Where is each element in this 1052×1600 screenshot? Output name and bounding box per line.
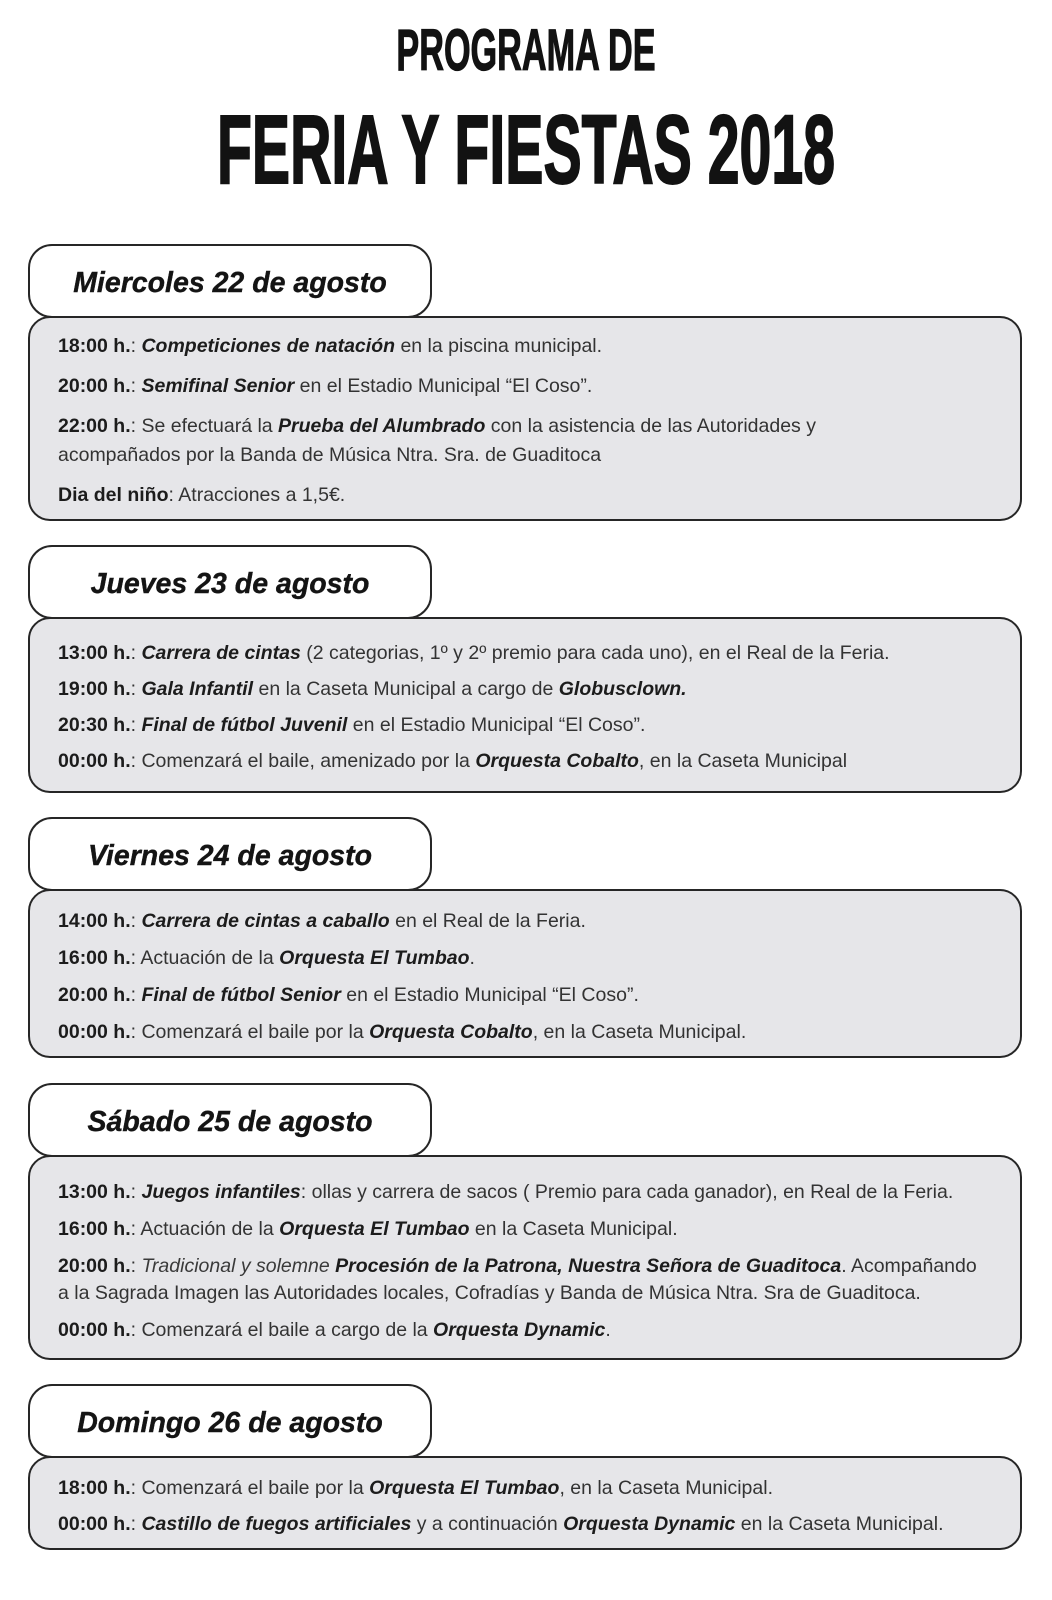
event-text: : Comenzará el baile, amenizado por la [130,750,476,772]
event-line [58,747,1020,776]
event-line [58,1253,1020,1280]
day-heading-tab [28,1083,432,1157]
day-events-box [28,316,1022,521]
event-text: : [130,714,142,736]
event-highlight: Final de fútbol Senior [141,984,341,1006]
event-text: : [130,984,142,1006]
day-events-box [28,889,1022,1058]
event-text: : [130,642,142,664]
event-item [58,481,1020,510]
event-line [58,1018,1020,1047]
event-text: : [130,375,142,397]
event-label: 19:00 h. [58,678,131,700]
event-item [58,944,1020,973]
event-label: Dia del niño [58,484,169,506]
event-item [58,332,1020,361]
event-line [58,412,1020,441]
event-text: . [605,1319,611,1341]
event-text: en la Caseta Municipal. [735,1513,944,1535]
day-heading-tab [28,817,432,891]
event-line [58,332,1020,361]
event-text: en el Estadio Municipal “El Coso”. [347,714,646,736]
event-text: en la Caseta Municipal. [469,1218,678,1240]
event-label: 00:00 h. [58,750,131,772]
event-highlight: Orquesta El Tumbao [279,1218,470,1240]
event-highlight: Orquesta El Tumbao [279,947,470,969]
event-text: , en la Caseta Municipal. [532,1021,747,1043]
event-item [58,981,1020,1010]
event-line [58,711,1020,740]
event-highlight: Prueba del Alumbrado [278,415,486,437]
day-heading: Sábado 25 de agosto [87,1105,373,1138]
event-label: 20:00 h. [58,375,131,397]
event-item [58,1179,1020,1206]
event-text: : [130,1181,142,1203]
event-text: : Se efectuará la [130,415,279,437]
event-highlight: Globusclown. [558,678,687,700]
event-line [58,372,1020,401]
event-text: en la piscina municipal. [395,335,603,357]
day-events-box [28,1155,1022,1360]
event-highlight: Semifinal Senior [141,375,295,397]
event-text: : Comenzará el baile por la [130,1021,370,1043]
event-text: : Atracciones a 1,5€. [168,484,346,506]
day-heading-tab [28,244,432,318]
event-text: : Comenzará el baile a cargo de la [130,1319,434,1341]
event-text: : Actuación de la [130,1218,280,1240]
event-highlight: Orquesta Dynamic [433,1319,606,1341]
event-label: 00:00 h. [58,1513,131,1535]
event-line [58,907,1020,936]
event-item [58,711,1020,740]
day-heading: Domingo 26 de agosto [77,1406,383,1439]
event-highlight: Carrera de cintas a caballo [141,910,390,932]
event-item [58,675,1020,704]
event-text: en la Caseta Municipal a cargo de [253,678,559,700]
event-line [58,1317,1020,1344]
event-line [58,944,1020,973]
event-text: , en la Caseta Municipal. [559,1477,773,1499]
event-line [58,441,1020,470]
event-italic-text: Tradicional y solemne [141,1255,336,1277]
event-highlight: Orquesta Cobalto [475,750,639,772]
event-text: (2 categorias, 1º y 2º premio para cada uno), en el Real de la Feria. [300,642,890,664]
day-heading: Viernes 24 de agosto [87,839,373,872]
event-label: 16:00 h. [58,1218,131,1240]
event-line [58,675,1020,704]
event-item [58,1510,1020,1539]
event-label: 20:00 h. [58,984,131,1006]
event-label: 13:00 h. [58,642,131,664]
event-highlight: Orquesta Cobalto [369,1021,533,1043]
event-text: a la Sagrada Imagen las Autoridades locales, Cofradías y Banda de Música Ntra. Sra de Guaditoca. [58,1282,921,1304]
event-item [58,747,1020,776]
page-title-main [0,101,1052,198]
event-text: . [469,947,475,969]
event-text: : [130,1255,142,1277]
event-line [58,1280,1020,1307]
event-text: : [130,1513,142,1535]
event-label: 14:00 h. [58,910,131,932]
event-item [58,1474,1020,1503]
event-highlight: Carrera de cintas [141,642,301,664]
event-label: 00:00 h. [58,1319,131,1341]
event-line [58,1216,1020,1243]
event-label: 18:00 h. [58,335,131,357]
day-events-box [28,1456,1022,1550]
event-label: 00:00 h. [58,1021,131,1043]
event-item [58,1018,1020,1047]
event-label: 22:00 h. [58,415,131,437]
event-label: 16:00 h. [58,947,131,969]
event-label: 18:00 h. [58,1477,131,1499]
event-text: : [130,335,142,357]
event-text: en el Real de la Feria. [389,910,586,932]
event-highlight: Orquesta El Tumbao [369,1477,560,1499]
event-item [58,907,1020,936]
event-line [58,639,1020,668]
event-item [58,372,1020,401]
event-item [58,1216,1020,1243]
event-highlight: Competiciones de natación [141,335,396,357]
event-item [58,639,1020,668]
day-heading-tab [28,545,432,619]
event-highlight: Orquesta Dynamic [563,1513,736,1535]
event-text: con la asistencia de las Autoridades y [485,415,816,437]
event-line [58,981,1020,1010]
page-title-line-1: PROGRAMA DE [396,22,656,80]
day-events-box [28,617,1022,793]
page-title-top [0,22,1052,80]
event-item [58,1317,1020,1344]
day-heading: Miercoles 22 de agosto [73,266,387,299]
event-line [58,1510,1020,1539]
event-text: acompañados por la Banda de Música Ntra. Sra. de Guaditoca [58,444,602,466]
event-text: en el Estadio Municipal “El Coso”. [340,984,639,1006]
event-text: : Actuación de la [130,947,280,969]
event-highlight: Castillo de fuegos artificiales [141,1513,412,1535]
event-text: . Acompañando [841,1255,977,1277]
event-line [58,1474,1020,1503]
event-item [58,412,1020,470]
event-text: , en la Caseta Municipal [638,750,848,772]
day-heading-tab [28,1384,432,1458]
event-highlight: Final de fútbol Juvenil [141,714,348,736]
event-highlight: Gala Infantil [141,678,254,700]
event-label: 20:00 h. [58,1255,131,1277]
event-text: : Comenzará el baile por la [130,1477,370,1499]
event-text: : [130,678,142,700]
event-highlight: Procesión de la Patrona, Nuestra Señora de Guaditoca [335,1255,842,1277]
event-text: y a continuación [411,1513,564,1535]
event-line [58,1179,1020,1206]
page-title-line-2: FERIA Y FIESTAS 2018 [216,101,836,198]
event-label: 20:30 h. [58,714,131,736]
event-text: en el Estadio Municipal “El Coso”. [294,375,593,397]
event-item [58,1253,1020,1307]
day-heading: Jueves 23 de agosto [90,567,370,600]
event-line [58,481,1020,510]
event-text: : [130,910,142,932]
event-label: 13:00 h. [58,1181,131,1203]
event-text: : ollas y carrera de sacos ( Premio para cada ganador), en Real de la Feria. [300,1181,954,1203]
event-highlight: Juegos infantiles [141,1181,301,1203]
